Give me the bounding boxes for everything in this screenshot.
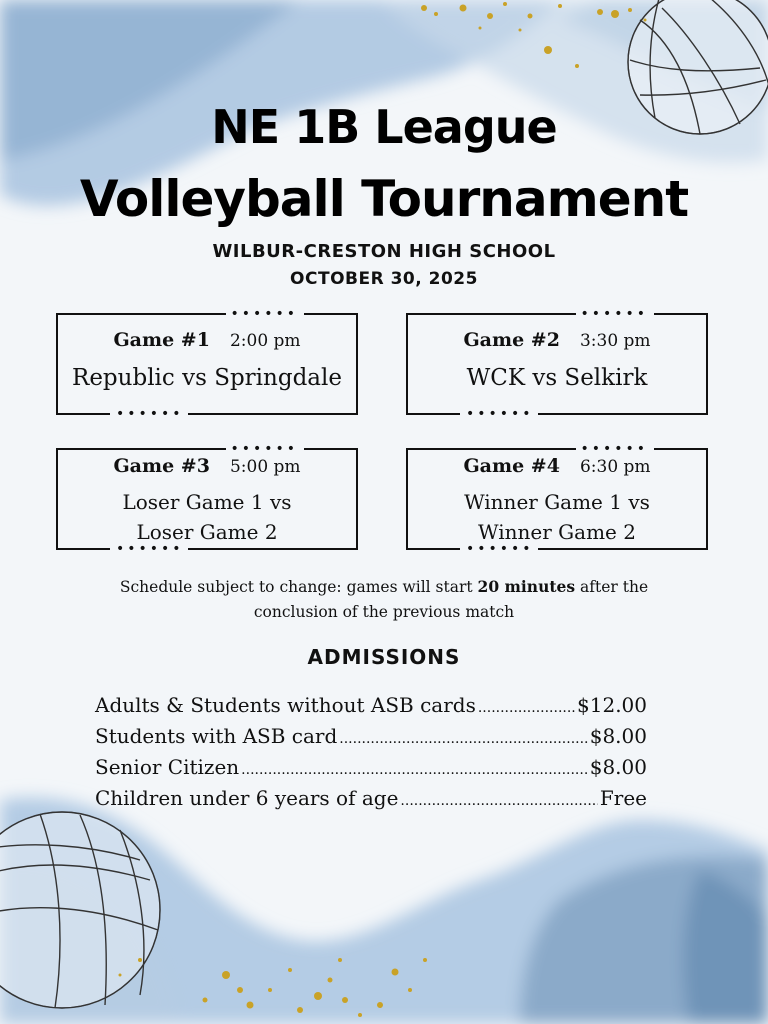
- game-card-1: [56, 306, 358, 422]
- dot-leader: [478, 693, 575, 724]
- game-header: [58, 329, 356, 351]
- game-card-3: [56, 441, 358, 557]
- game-number: Game #2: [463, 329, 560, 351]
- game-header: [408, 455, 706, 477]
- dot-divider: ••••••: [580, 306, 648, 322]
- dot-leader: [339, 724, 587, 755]
- game-time: 6:30 pm: [579, 457, 651, 477]
- admission-label: Senior Citizen: [95, 755, 240, 779]
- admission-label: Adults & Students without ASB cards: [95, 693, 476, 717]
- note-emphasis: 20 minutes: [477, 577, 576, 596]
- dot-divider: ••••••: [230, 441, 298, 457]
- game-number: Game #3: [113, 455, 210, 477]
- admission-price: $8.00: [589, 724, 647, 748]
- admission-row: [95, 721, 647, 752]
- game-header: [408, 329, 706, 351]
- schedule-note: [84, 574, 684, 625]
- admission-row: [95, 752, 647, 783]
- matchup-line-2: Winner Game 2: [478, 520, 636, 544]
- game-matchup: [408, 487, 706, 547]
- note-text: after the conclusion of the previous match: [253, 578, 649, 621]
- dot-divider: ••••••: [230, 306, 298, 322]
- admission-row: [95, 690, 647, 721]
- game-number: Game #4: [463, 455, 560, 477]
- dot-divider: ••••••: [580, 441, 648, 457]
- dot-divider: ••••••: [466, 541, 534, 557]
- game-number: Game #1: [113, 329, 210, 351]
- game-header: [58, 455, 356, 477]
- admission-price: $12.00: [577, 693, 647, 717]
- admission-label: Students with ASB card: [95, 724, 338, 748]
- dot-divider: ••••••: [116, 541, 184, 557]
- dot-leader: [241, 755, 588, 786]
- game-matchup: [58, 487, 356, 547]
- game-matchup: WCK vs Selkirk: [466, 365, 648, 391]
- game-card-4: [406, 441, 708, 557]
- game-time: 5:00 pm: [229, 457, 301, 477]
- dot-leader: [400, 786, 597, 817]
- admissions-heading: ADMISSIONS: [307, 645, 461, 669]
- title-line-1: NE 1B League: [211, 100, 557, 154]
- admissions-list: [95, 690, 647, 814]
- dot-divider: ••••••: [466, 406, 534, 422]
- admission-price: $8.00: [589, 755, 647, 779]
- game-matchup: Republic vs Springdale: [72, 365, 342, 391]
- matchup-line-1: Loser Game 1 vs: [122, 490, 292, 514]
- note-text: Schedule subject to change: games will start: [119, 578, 478, 596]
- title-line-2: Volleyball Tournament: [79, 170, 689, 228]
- school-name: WILBUR-CRESTON HIGH SCHOOL: [212, 241, 556, 262]
- admission-label: Children under 6 years of age: [95, 786, 399, 810]
- admission-row: [95, 783, 647, 814]
- admission-price: Free: [599, 786, 647, 810]
- dot-divider: ••••••: [116, 406, 184, 422]
- game-time: 2:00 pm: [229, 331, 301, 351]
- game-card-2: [406, 306, 708, 422]
- event-date: OCTOBER 30, 2025: [290, 269, 478, 289]
- matchup-line-1: Winner Game 1 vs: [464, 490, 650, 514]
- game-time: 3:30 pm: [579, 331, 651, 351]
- matchup-line-2: Loser Game 2: [136, 520, 278, 544]
